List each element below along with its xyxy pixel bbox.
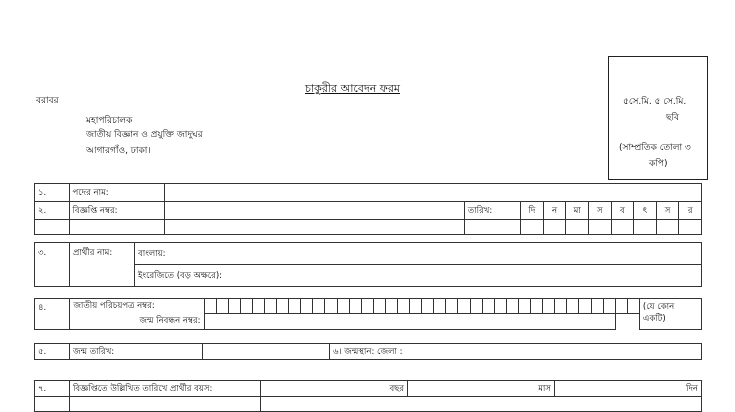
date-cell-lower[interactable] (543, 220, 566, 235)
birth-reg-field[interactable] (204, 314, 615, 330)
age-day-field[interactable] (555, 381, 702, 397)
photo-note2: কপি) (649, 159, 668, 169)
row1-label: পদের নাম: (69, 184, 165, 202)
name-english-label: ইংরেজিতে (বড় অক্ষরে): (138, 270, 223, 281)
post-name-field[interactable] (165, 184, 702, 202)
age-year-label: বছর (389, 383, 404, 394)
date-cell-lower[interactable] (679, 220, 702, 235)
age-month-field[interactable] (408, 381, 555, 397)
photo-label: ছবি (666, 113, 680, 123)
date-cell-lower[interactable] (521, 220, 544, 235)
nid-cell[interactable] (349, 299, 361, 314)
date-cell[interactable]: ব (611, 202, 634, 220)
row4-label2: জন্ম নিবন্ধন নম্বর: (70, 314, 204, 330)
name-english-field[interactable] (135, 265, 702, 287)
age-day-label: দিন (686, 383, 698, 394)
date-cell[interactable]: ন (543, 202, 566, 220)
nid-cell[interactable] (579, 299, 591, 314)
nid-cell[interactable] (615, 299, 627, 314)
row2-label: বিজ্ঞপ্তি নম্বর: (69, 202, 165, 220)
date-cell-lower[interactable] (611, 220, 634, 235)
date-cell-lower[interactable] (656, 220, 679, 235)
id-note2: একটি) (642, 314, 666, 324)
circular-number-field[interactable] (165, 202, 464, 220)
nid-cell[interactable] (494, 299, 506, 314)
row3-num: ৩. (35, 243, 70, 287)
nid-cell[interactable] (422, 299, 434, 314)
nid-cell[interactable] (518, 299, 530, 314)
table-dob (34, 343, 702, 360)
date-cell[interactable]: মা (566, 202, 589, 220)
age-year-field[interactable] (261, 381, 408, 397)
nid-cell[interactable] (627, 299, 639, 314)
birthplace-label: ৬। জন্মস্থান: জেলা : (333, 346, 403, 357)
table-nid (34, 298, 702, 330)
row7-num: ৭. (35, 381, 70, 397)
nid-cell[interactable] (240, 299, 252, 314)
id-note1: (যে কোন (642, 302, 675, 312)
nid-cell[interactable] (385, 299, 397, 314)
nid-cell[interactable] (289, 299, 301, 314)
nid-cell[interactable] (603, 299, 615, 314)
date-cell[interactable]: স (588, 202, 611, 220)
row4-label: জাতীয় পরিচয়পত্র নম্বর: (70, 299, 204, 314)
nid-cell[interactable] (398, 299, 410, 314)
nid-cell[interactable] (204, 299, 216, 314)
name-bangla-field[interactable] (135, 243, 702, 265)
date-cell[interactable]: র (679, 202, 702, 220)
name-bangla-label: বাংলায়: (138, 248, 166, 259)
date-cell-lower[interactable] (634, 220, 657, 235)
nid-cell[interactable] (216, 299, 228, 314)
row2-spacer (35, 220, 70, 235)
nid-cell[interactable] (434, 299, 446, 314)
nid-cell[interactable] (458, 299, 470, 314)
nid-cell[interactable] (228, 299, 240, 314)
nid-cell[interactable] (301, 299, 313, 314)
row2-num: ২. (35, 202, 70, 220)
row4-num: ৪. (35, 299, 70, 330)
nid-cell[interactable] (543, 299, 555, 314)
photo-size: ৫সে.মি. ৫ সে.মি. (623, 97, 687, 107)
nid-cell[interactable] (446, 299, 458, 314)
nid-cell[interactable] (277, 299, 289, 314)
id-note (639, 299, 701, 330)
row1-num: ১. (35, 184, 70, 202)
row2-spacer (165, 220, 464, 235)
date-cell-lower[interactable] (588, 220, 611, 235)
nid-cell[interactable] (410, 299, 422, 314)
row2-date-label: তারিখ: (464, 202, 520, 220)
nid-cell[interactable] (264, 299, 276, 314)
nid-cell[interactable] (361, 299, 373, 314)
date-cell[interactable]: দি (521, 202, 544, 220)
table-age (34, 380, 702, 412)
photo-note1: (সাম্প্রতিক তোলা ৩ (619, 143, 691, 153)
nid-cell[interactable] (325, 299, 337, 314)
row3-label: প্রার্থীর নাম: (70, 243, 135, 287)
address-line3: আগারগাঁও, ঢাকা। (86, 146, 151, 156)
dob-field[interactable] (203, 344, 330, 360)
nid-cell[interactable] (313, 299, 325, 314)
birthplace-field[interactable] (330, 344, 702, 360)
address-line2: জাতীয় বিজ্ঞান ও প্রযুক্তি জাদুঘর (86, 130, 203, 140)
date-cell[interactable]: স (656, 202, 679, 220)
date-cell-lower[interactable] (566, 220, 589, 235)
address-to: বরাবর (36, 96, 59, 106)
row8-num (35, 397, 70, 412)
table-name (34, 242, 702, 287)
nid-cell[interactable] (567, 299, 579, 314)
row5-label: জন্ম তারিখ: (70, 344, 203, 360)
row2-spacer (69, 220, 165, 235)
row7-label: বিজ্ঞপ্তিতে উল্লিখিত তারিখে প্রার্থীর বয়স: (70, 381, 261, 397)
date-cell[interactable]: ৎ (634, 202, 657, 220)
row8-label (70, 397, 261, 412)
row5-num: ৫. (35, 344, 70, 360)
table-post (34, 183, 702, 235)
nid-cell[interactable] (591, 299, 603, 314)
nid-cell[interactable] (555, 299, 567, 314)
nid-cell[interactable] (531, 299, 543, 314)
nid-cell[interactable] (482, 299, 494, 314)
address-line1: মহাপরিচালক (86, 116, 133, 126)
photo-box[interactable] (608, 56, 708, 180)
nid-cell[interactable] (506, 299, 518, 314)
row8-field[interactable] (261, 397, 702, 412)
form-title: চাকুরীর আবেদন ফরম (305, 82, 400, 95)
nid-cell[interactable] (470, 299, 482, 314)
nid-cell[interactable] (337, 299, 349, 314)
nid-cell[interactable] (252, 299, 264, 314)
nid-cell[interactable] (373, 299, 385, 314)
age-month-label: মাস (538, 383, 551, 394)
row2-spacer (464, 220, 520, 235)
